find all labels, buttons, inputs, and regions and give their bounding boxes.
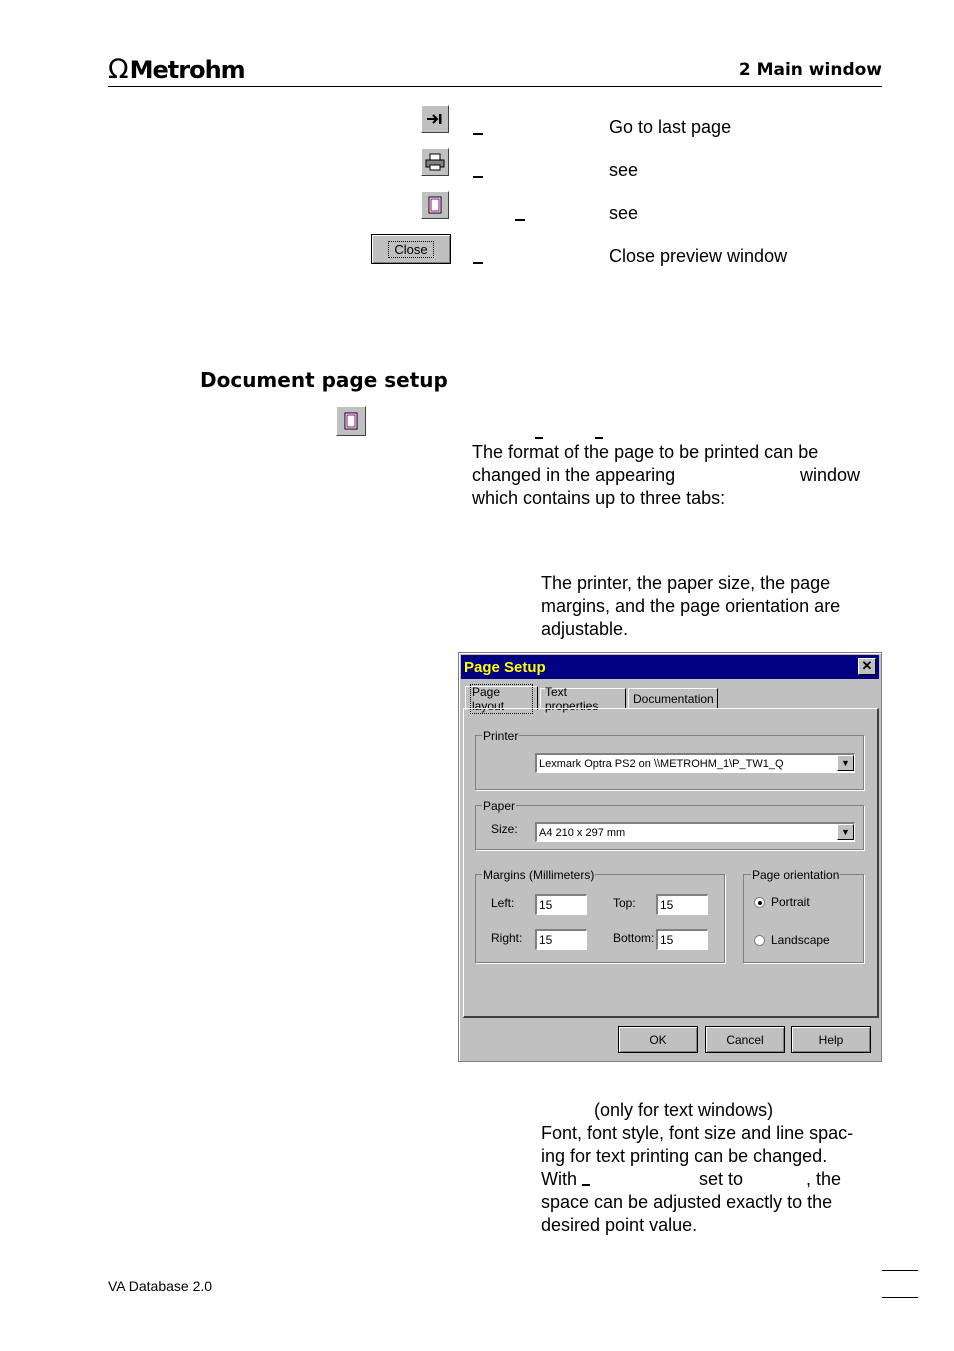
page-number-rule-top <box>882 1270 918 1271</box>
help-button[interactable]: Help <box>791 1026 871 1053</box>
text-props-line-3: ing for text printing can be changed. <box>541 1146 828 1166</box>
printer-group-label: Printer <box>483 729 519 743</box>
shortcut-underline <box>515 219 525 221</box>
margins-group-label: Margins (Millimeters) <box>483 868 595 882</box>
close-icon[interactable]: ✕ <box>858 658 876 675</box>
paper-group-label: Paper <box>483 799 516 813</box>
tab-documentation[interactable]: Documentation <box>628 688 718 708</box>
chapter-title: 2 Main window <box>738 60 882 80</box>
bottom-margin-input[interactable]: 15 <box>656 929 708 950</box>
page-setup-dialog <box>458 652 882 1062</box>
page-setup-button[interactable] <box>421 191 449 219</box>
orientation-group <box>743 874 864 963</box>
landscape-label: Landscape <box>771 933 830 947</box>
print-desc: see <box>609 160 639 180</box>
top-margin-input[interactable]: 15 <box>656 894 708 915</box>
chevron-down-icon[interactable]: ▼ <box>837 824 854 840</box>
shortcut-underline <box>582 1184 590 1186</box>
page-setup-button-small[interactable] <box>336 406 366 436</box>
right-margin-input[interactable]: 15 <box>535 929 587 950</box>
section-heading: Document page setup <box>200 368 448 392</box>
ok-button[interactable]: OK <box>618 1026 698 1053</box>
text-props-line-5: space can be adjusted exactly to the <box>541 1192 833 1212</box>
text-props-line-4b: set to <box>699 1169 744 1189</box>
page-setup-icon <box>343 411 359 431</box>
intro-line-3: which contains up to three tabs: <box>472 488 726 508</box>
last-page-icon <box>426 113 444 125</box>
dialog-titlebar <box>461 655 879 679</box>
tab-page-layout[interactable]: Page layout <box>465 686 538 710</box>
shortcut-underline <box>473 262 483 264</box>
left-label: Left: <box>491 896 515 910</box>
cancel-button[interactable]: Cancel <box>705 1026 785 1053</box>
metrohm-logo <box>108 54 245 85</box>
header-rule <box>108 86 882 87</box>
page-setup-icon <box>427 195 443 215</box>
text-props-line-6: desired point value. <box>541 1215 698 1235</box>
layout-line-1: The printer, the paper size, the page <box>541 573 831 593</box>
layout-line-3: adjustable. <box>541 619 629 639</box>
shortcut-underline <box>595 437 603 439</box>
logo-text: Metrohm <box>129 55 245 84</box>
portrait-label: Portrait <box>771 895 810 909</box>
page-number-rule-bottom <box>882 1297 918 1298</box>
paper-size-select[interactable]: A4 210 x 297 mm ▼ <box>535 822 855 842</box>
text-props-line-1: (only for text windows) <box>594 1100 774 1120</box>
close-preview-desc: Close preview window <box>609 246 788 266</box>
text-props-line-4a: With <box>541 1169 577 1189</box>
shortcut-underline <box>535 437 543 439</box>
page-setup-desc: see <box>609 203 639 223</box>
shortcut-underline <box>473 176 483 178</box>
top-label: Top: <box>613 896 636 910</box>
print-button[interactable] <box>421 148 449 176</box>
right-label: Right: <box>491 931 523 945</box>
chevron-down-icon[interactable]: ▼ <box>837 755 854 771</box>
size-label: Size: <box>491 822 518 836</box>
printer-select[interactable]: Lexmark Optra PS2 on \\METROHM_1\P_TW1_Q ▼ <box>535 753 855 773</box>
tab-text-properties[interactable]: Text properties <box>540 688 626 708</box>
bottom-label: Bottom: <box>613 931 655 945</box>
last-page-button[interactable] <box>421 105 449 133</box>
printer-icon <box>425 153 445 171</box>
layout-line-2: margins, and the page orientation are <box>541 596 841 616</box>
intro-line-2b: window <box>800 465 861 485</box>
dialog-title: Page Setup <box>464 658 546 676</box>
orientation-group-label: Page orientation <box>752 868 840 882</box>
left-margin-input[interactable]: 15 <box>535 894 587 915</box>
shortcut-underline <box>473 133 483 135</box>
text-props-line-4c: , the <box>806 1169 842 1189</box>
footer-product: VA Database 2.0 <box>108 1278 213 1294</box>
close-preview-button[interactable]: Close <box>371 234 451 264</box>
last-page-desc: Go to last page <box>609 117 732 137</box>
portrait-radio[interactable] <box>754 897 765 908</box>
text-props-line-2: Font, font style, font size and line spac- <box>541 1123 854 1143</box>
landscape-radio[interactable] <box>754 935 765 946</box>
omega-logo-icon: Ω <box>108 54 128 85</box>
intro-line-2: changed in the appearing <box>472 465 676 485</box>
intro-line-1: The format of the page to be printed can be <box>472 442 819 462</box>
